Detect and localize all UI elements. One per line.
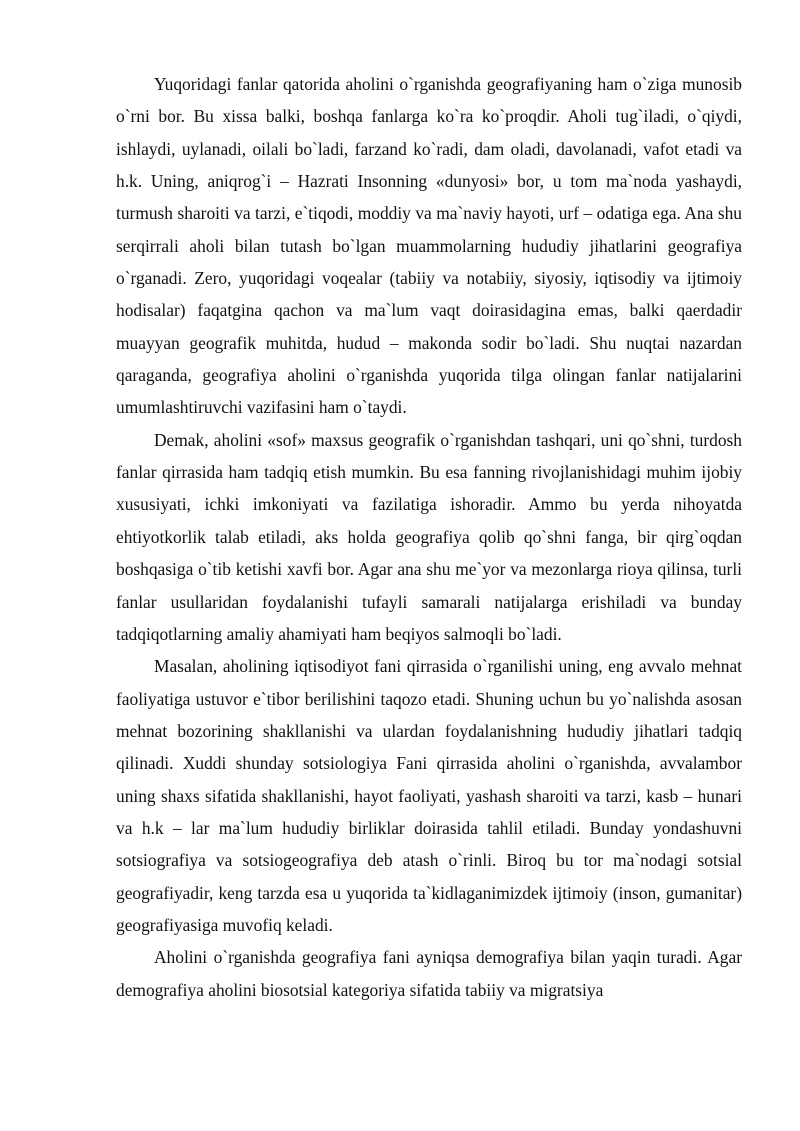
paragraph-1: Yuqoridagi fanlar qatorida aholini o`rganishda geografiyaning ham o`ziga munosib o`rni bor. Bu xissa balki, boshqa fanlarga ko`ra ko`proqdir. Aholi tug`iladi, o`qiydi, ishlaydi, uylanadi, oilali bo`ladi, farzand ko`radi, dam oladi, davolanadi, vafot etadi va h.k. Uning, aniqrog`i – Hazrati Insonning «dunyosi» bor, u tom ma`noda yashaydi, turmush sharoiti va tarzi, e`tiqodi, moddiy va ma`naviy hayoti, urf – odatiga ega. Ana shu serqirrali aholi bilan tutash bo`lgan muammolarning hududiy jihatlarini geografiya o`rganadi. Zero, yuqoridagi voqealar (tabiiy va notabiiy, siyosiy, iqtisodiy va ijtimoiy hodisalar) faqatgina qachon va ma`lum vaqt doirasidagina emas, balki qaerdadir muayyan geografik muhitda, hudud – makonda sodir bo`ladi. Shu nuqtai nazardan qaraganda, geografiya aholini o`rganishda yuqorida tilga olingan fanlar natijalarini umumlashtiruvchi vazifasini ham o`taydi.: [116, 74, 742, 418]
paragraph-4: Aholini o`rganishda geografiya fani ayniqsa demografiya bilan yaqin turadi. Agar demografiya aholini biosotsial kategoriya sifatida tabiiy va migratsiya: [116, 947, 742, 1000]
paragraph-3: Masalan, aholining iqtisodiyot fani qirrasida o`rganilishi uning, eng avvalo mehnat faoliyatiga ustuvor e`tibor berilishini taqozo etadi. Shuning uchun bu yo`nalishda asosan mehnat bozorining shakllanishi va ulardan foydalanishning hududiy jihatlari tadqiq qilinadi. Xuddi shunday sotsiologiya Fani qirrasida aholini o`rganishda, avvalambor uning shaxs sifatida shakllanishi, hayot faoliyati, yashash sharoiti va tarzi, kasb – hunari va h.k – lar ma`lum hududiy birliklar doirasida tahlil etiladi. Bunday yondashuvni sotsiografiya va sotsiogeografiya deb atash o`rinli. Biroq bu tor ma`nodagi sotsial geografiyadir, keng tarzda esa u yuqorida ta`kidlaganimizdek ijtimoiy (inson, gumanitar) geografiyasiga muvofiq keladi.: [116, 656, 742, 935]
body-text: [116, 68, 742, 1006]
paragraph-2: Demak, aholini «sof» maxsus geografik o`rganishdan tashqari, uni qo`shni, turdosh fanlar qirrasida ham tadqiq etish mumkin. Bu esa fanning rivojlanishidagi muhim ijobiy xususiyati, ichki imkoniyati va fazilatiga ishoradir. Ammo bu yerda nihoyatda ehtiyotkorlik talab etiladi, aks holda geografiya qolib qo`shni fanga, bir qirg`oqdan boshqasiga o`tib ketishi xavfi bor. Agar ana shu me`yor va mezonlarga rioya qilinsa, turli fanlar usullaridan foydalanishi tufayli samarali natijalarga erishiladi va bunday tadqiqotlarning amaliy ahamiyati ham beqiyos salmoqli bo`ladi.: [116, 429, 742, 644]
